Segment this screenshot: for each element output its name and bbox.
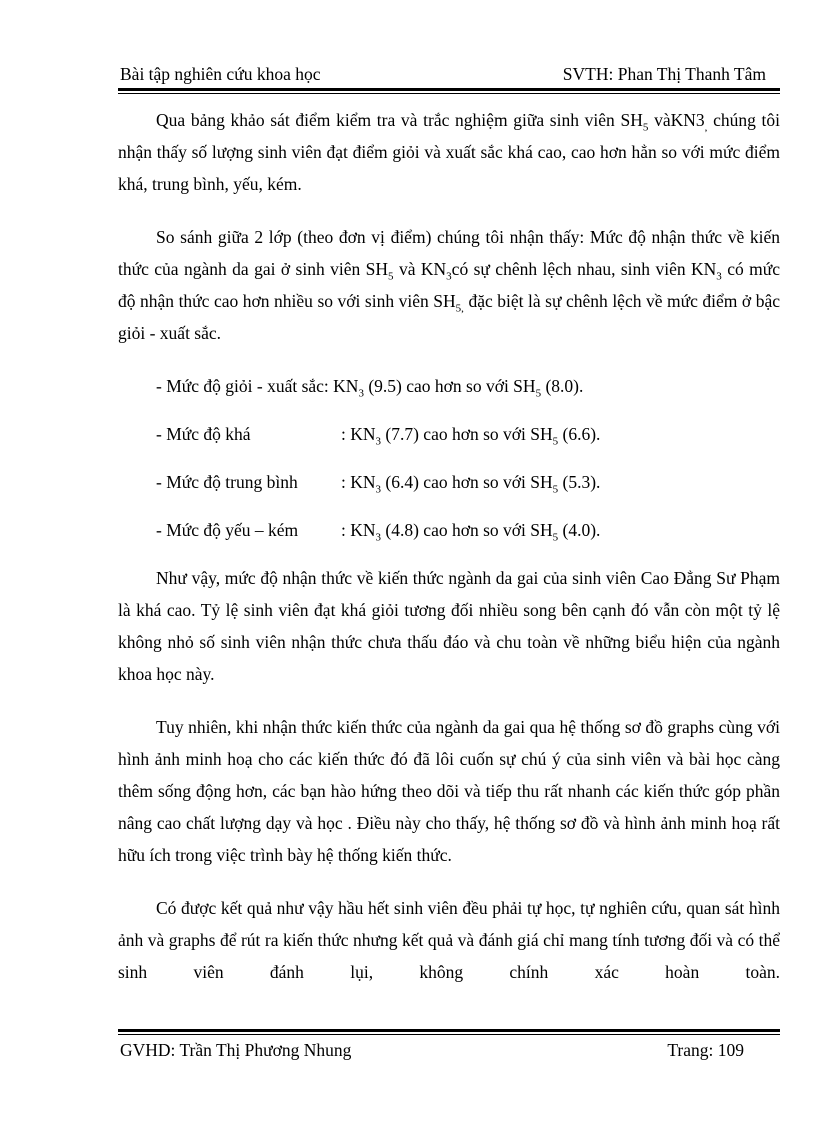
subscript: 5, xyxy=(455,302,464,315)
subscript: 3 xyxy=(375,483,382,496)
header-title: Bài tập nghiên cứu khoa học xyxy=(120,64,321,84)
text: đặc biệt là sự chênh lệch về mức điểm ở bậc giỏi - xuất sắc. xyxy=(118,291,781,343)
subscript: 3 xyxy=(446,270,452,283)
text: có sự chênh lệch nhau, sinh viên KN xyxy=(451,259,717,279)
page-header xyxy=(120,64,780,90)
text: KN xyxy=(328,376,359,396)
list-item xyxy=(156,418,780,450)
paragraph-comparison xyxy=(118,221,780,349)
text: Qua bảng khảo sát điểm kiểm tra và trắc nghiệm giữa sinh viên SH xyxy=(156,110,643,130)
text: có mức độ nhận thức cao hơn nhiều so với sinh viên SH xyxy=(118,259,780,311)
subscript: , xyxy=(704,121,708,134)
text: (4.0). xyxy=(558,520,601,540)
header-author: SVTH: Phan Thị Thanh Tâm xyxy=(562,64,766,84)
text: (9.5) cao hơn so với SH xyxy=(363,376,536,396)
page-number: Trang: 109 xyxy=(667,1040,744,1060)
text: : KN xyxy=(341,424,376,444)
text: và KN xyxy=(393,259,447,279)
text: (4.8) cao hơn so với SH xyxy=(381,520,553,540)
text: : KN xyxy=(341,520,376,540)
text: vàKN3 xyxy=(648,110,705,130)
level-list xyxy=(156,370,780,546)
level-label: - Mức độ yếu – kém xyxy=(156,520,299,540)
text: (5.3). xyxy=(558,472,601,492)
page-footer xyxy=(120,1040,780,1066)
subscript: 3 xyxy=(358,387,364,400)
subscript: 3 xyxy=(375,531,382,544)
footer-rule-thin xyxy=(118,1034,780,1035)
paragraph-conclusion: Như vậy, mức độ nhận thức về kiến thức ngành da gai của sinh viên Cao Đẳng Sư Phạm là khá cao. Tỷ lệ sinh viên đạt khá giỏi tương đối nhiều song bên cạnh đó vẫn còn một tỷ lệ không nhỏ số sinh viên nhận thức chưa thấu đáo và chu toàn về những biểu hiện của ngành khoa học này. xyxy=(118,568,780,684)
footer-supervisor: GVHD: Trần Thị Phương Nhung xyxy=(120,1040,352,1060)
subscript: 3 xyxy=(716,270,722,283)
list-item xyxy=(156,514,780,546)
subscript: 5 xyxy=(535,387,542,400)
subscript: 5 xyxy=(552,531,559,544)
header-rule-thin xyxy=(118,93,780,94)
text: : KN xyxy=(341,472,376,492)
level-label: - Mức độ giỏi - xuất sắc: xyxy=(156,376,329,396)
text: So sánh giữa 2 lớp (theo đơn vị điểm) chúng tôi nhận thấy: Mức độ nhận thức về kiến thức của ngành da gai ở sinh viên SH xyxy=(118,227,780,279)
footer-rule-thick xyxy=(118,1029,780,1032)
paragraph-self-study: Có được kết quả như vậy hầu hết sinh viên đều phải tự học, tự nghiên cứu, quan sát hình ảnh và graphs để rút ra kiến thức nhưng kết quả và đánh giá chỉ mang tính tương đối và có thể sinh viên đánh lụi, không chính xác hoàn toàn. xyxy=(118,898,780,982)
list-item xyxy=(156,370,780,402)
header-rule-thick xyxy=(118,88,780,91)
document-body xyxy=(118,104,780,1009)
text: chúng tôi nhận thấy số lượng sinh viên đạt điểm giỏi và xuất sắc khá cao, cao hơn hẳn so với mức điểm khá, trung bình, yếu, kém. xyxy=(118,110,781,194)
subscript: 3 xyxy=(375,435,382,448)
subscript: 5 xyxy=(552,483,559,496)
level-label: - Mức độ trung bình xyxy=(156,472,298,492)
text: (7.7) cao hơn so với SH xyxy=(381,424,553,444)
level-label: - Mức độ khá xyxy=(156,424,251,444)
text: (8.0). xyxy=(541,376,584,396)
subscript: 5 xyxy=(388,270,394,283)
list-item xyxy=(156,466,780,498)
paragraph-survey xyxy=(118,104,780,200)
subscript: 5 xyxy=(642,121,649,134)
paragraph-graphs: Tuy nhiên, khi nhận thức kiến thức của ngành da gai qua hệ thống sơ đồ graphs cùng với hình ảnh minh hoạ cho các kiến thức đó đã lôi cuốn sự chú ý của sinh viên và bài học càng thêm sống động hơn, các bạn hào hứng theo dõi và tiếp thu rất nhanh các kiến thức góp phần nâng cao chất lượng dạy và học . Điều này cho thấy, hệ thống sơ đồ và hình ảnh minh hoạ rất hữu ích trong việc trình bày hệ thống kiến thức. xyxy=(118,717,780,865)
text: (6.6). xyxy=(558,424,601,444)
subscript: 5 xyxy=(552,435,559,448)
text: (6.4) cao hơn so với SH xyxy=(381,472,553,492)
